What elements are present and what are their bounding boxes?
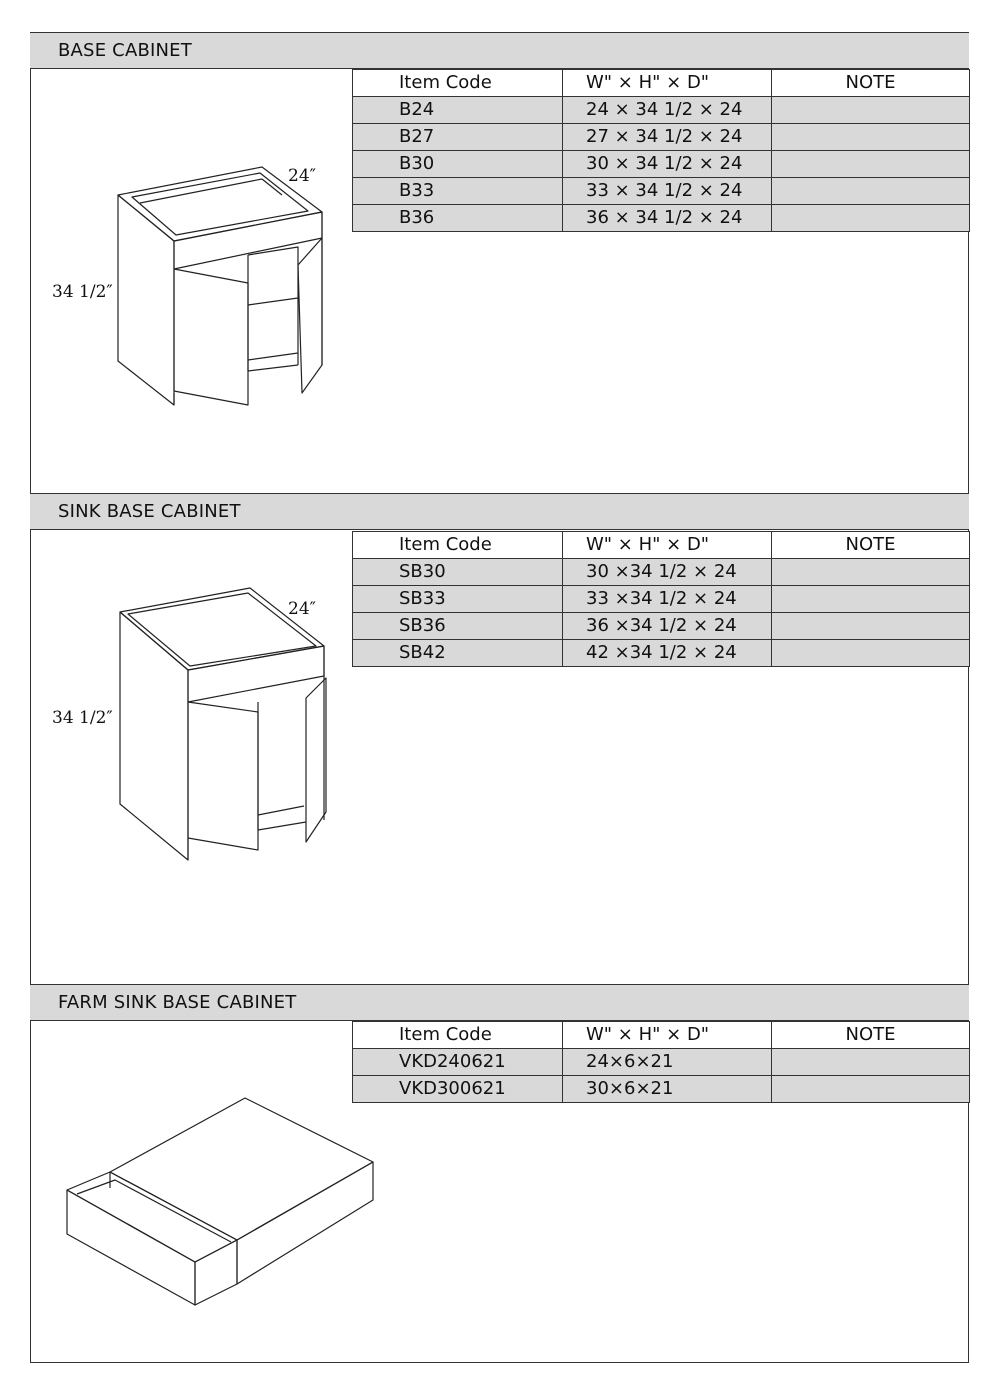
section-header-base-cabinet: BASE CABINET <box>30 32 969 69</box>
note-cell <box>772 1049 970 1076</box>
note-cell <box>772 124 970 151</box>
note-cell <box>772 205 970 232</box>
table-row <box>353 1049 970 1076</box>
table-row <box>353 151 970 178</box>
sink-base-cabinet-drawing <box>40 580 340 870</box>
section-header-farm-sink-base-cabinet: FARM SINK BASE CABINET <box>30 984 969 1021</box>
sink-base-cabinet-table <box>352 531 970 667</box>
header-item-code: Item Code <box>353 70 563 97</box>
table-row <box>353 559 970 586</box>
note-cell <box>772 640 970 667</box>
table-row <box>353 124 970 151</box>
dimensions-cell: 36 × 34 1/2 × 24 <box>563 205 772 232</box>
table-row <box>353 205 970 232</box>
farm-sink-drawer-drawing <box>55 1090 385 1315</box>
farm-sink-base-cabinet-table <box>352 1021 970 1103</box>
header-dimensions: W" × H" × D" <box>563 70 772 97</box>
note-cell <box>772 586 970 613</box>
table-row <box>353 586 970 613</box>
table-row <box>353 178 970 205</box>
dimensions-cell: 27 × 34 1/2 × 24 <box>563 124 772 151</box>
section-header-sink-base-cabinet: SINK BASE CABINET <box>30 493 969 530</box>
note-cell <box>772 1076 970 1103</box>
height-dimension-label: 34 1/2″ <box>52 282 113 302</box>
dimensions-cell: 30 ×34 1/2 × 24 <box>563 559 772 586</box>
header-dimensions: W" × H" × D" <box>563 1022 772 1049</box>
item-code-cell: SB42 <box>353 640 563 667</box>
note-cell <box>772 178 970 205</box>
table-row <box>353 613 970 640</box>
header-dimensions: W" × H" × D" <box>563 532 772 559</box>
depth-dimension-label: 24″ <box>288 166 316 186</box>
item-code-cell: B36 <box>353 205 563 232</box>
item-code-cell: SB30 <box>353 559 563 586</box>
dimensions-cell: 33 × 34 1/2 × 24 <box>563 178 772 205</box>
table-header-row <box>353 1022 970 1049</box>
note-cell <box>772 151 970 178</box>
header-item-code: Item Code <box>353 1022 563 1049</box>
item-code-cell: B24 <box>353 97 563 124</box>
header-note: NOTE <box>772 70 970 97</box>
table-header-row <box>353 70 970 97</box>
dimensions-cell: 30×6×21 <box>563 1076 772 1103</box>
item-code-cell: B27 <box>353 124 563 151</box>
base-cabinet-table <box>352 69 970 232</box>
item-code-cell: B33 <box>353 178 563 205</box>
header-item-code: Item Code <box>353 532 563 559</box>
item-code-cell: VKD300621 <box>353 1076 563 1103</box>
item-code-cell: B30 <box>353 151 563 178</box>
table-row <box>353 640 970 667</box>
note-cell <box>772 559 970 586</box>
item-code-cell: SB33 <box>353 586 563 613</box>
dimensions-cell: 24 × 34 1/2 × 24 <box>563 97 772 124</box>
depth-dimension-label: 24″ <box>288 599 316 619</box>
dimensions-cell: 30 × 34 1/2 × 24 <box>563 151 772 178</box>
dimensions-cell: 24×6×21 <box>563 1049 772 1076</box>
table-row <box>353 1076 970 1103</box>
header-note: NOTE <box>772 532 970 559</box>
item-code-cell: VKD240621 <box>353 1049 563 1076</box>
dimensions-cell: 36 ×34 1/2 × 24 <box>563 613 772 640</box>
table-header-row <box>353 532 970 559</box>
height-dimension-label: 34 1/2″ <box>52 708 113 728</box>
note-cell <box>772 613 970 640</box>
dimensions-cell: 42 ×34 1/2 × 24 <box>563 640 772 667</box>
dimensions-cell: 33 ×34 1/2 × 24 <box>563 586 772 613</box>
header-note: NOTE <box>772 1022 970 1049</box>
item-code-cell: SB36 <box>353 613 563 640</box>
note-cell <box>772 97 970 124</box>
base-cabinet-drawing <box>40 155 340 420</box>
table-row <box>353 97 970 124</box>
